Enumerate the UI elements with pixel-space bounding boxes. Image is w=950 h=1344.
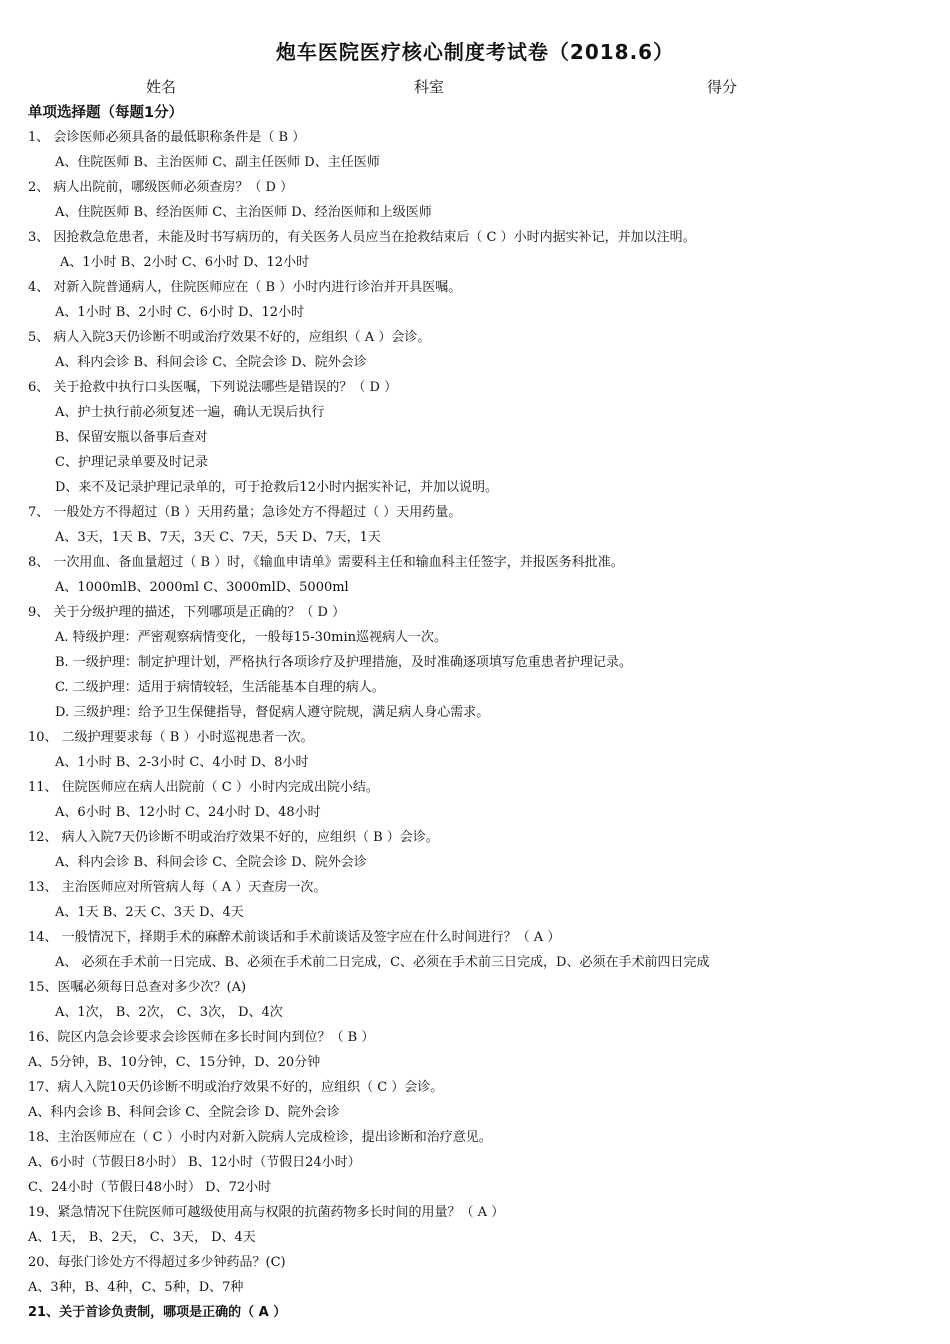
question-text: 21、关于首诊负责制，哪项是正确的（ A ）: [28, 1305, 287, 1320]
answer-options: A、1次， B、2次， C、3次， D、4次: [55, 1005, 283, 1020]
question-text: 5、 病人入院3天仍诊断不明或治疗效果不好的，应组织（ A ）会诊。: [28, 330, 431, 345]
question-text: 1、 会诊医师必须具备的最低职称条件是（ B ）: [28, 130, 306, 145]
answer-options: A、1小时 B、2小时 C、6小时 D、12小时: [55, 305, 305, 320]
question-text: 9、 关于分级护理的描述，下列哪项是正确的？（ D ）: [28, 605, 346, 620]
answer-options: A、科内会诊 B、科间会诊 C、全院会诊 D、院外会诊: [28, 1105, 340, 1120]
answer-options: C、护理记录单要及时记录: [55, 455, 208, 470]
answer-options: D. 三级护理：给予卫生保健指导，督促病人遵守院规，满足病人身心需求。: [55, 705, 490, 720]
question-text: 14、 一般情况下，择期手术的麻醉术前谈话和手术前谈话及签字应在什么时间进行？（ A ）: [28, 930, 561, 945]
question-text: 11、 住院医师应在病人出院前（ C ）小时内完成出院小结。: [28, 780, 379, 795]
question-text: 12、 病人入院7天仍诊断不明或治疗效果不好的，应组织（ B ）会诊。: [28, 830, 439, 845]
question-text: 4、 对新入院普通病人，住院医师应在（ B ）小时内进行诊治并开具医嘱。: [28, 280, 462, 295]
answer-options: A. 特级护理：严密观察病情变化，一般每15-30min巡视病人一次。: [55, 630, 447, 645]
question-text: 20、每张门诊处方不得超过多少钟药品？(C): [28, 1255, 286, 1270]
score-label: 得分: [707, 78, 738, 96]
question-list: [0, 125, 950, 1325]
answer-options: A、1天 B、2天 C、3天 D、4天: [55, 905, 244, 920]
answer-options: B. 一级护理：制定护理计划，严格执行各项诊疗及护理措施，及时准确逐项填写危重患者护理记录。: [55, 655, 632, 670]
answer-options: A、3天，1天 B、7天，3天 C、7天，5天 D、7天，1天: [55, 530, 381, 545]
answer-options: A、住院医师 B、经治医师 C、主治医师 D、经治医师和上级医师: [55, 205, 432, 220]
answer-options: A、1小时 B、2小时 C、6小时 D、12小时: [60, 255, 310, 270]
answer-options: A、6小时 B、12小时 C、24小时 D、48小时: [55, 805, 321, 820]
answer-options: D、来不及记录护理记录单的，可于抢救后12小时内据实补记，并加以说明。: [55, 480, 498, 495]
question-text: 16、院区内急会诊要求会诊医师在多长时间内到位？（ B ）: [28, 1030, 375, 1045]
answer-options: B、保留安瓶以备事后查对: [55, 430, 208, 445]
answer-options: A、 必须在手术前一日完成、B、必须在手术前二日完成，C、必须在手术前三日完成，D、必须在手术前四日完成: [55, 955, 710, 970]
question-text: 17、病人入院10天仍诊断不明或治疗效果不好的，应组织（ C ）会诊。: [28, 1080, 444, 1095]
answer-options: A、科内会诊 B、科间会诊 C、全院会诊 D、院外会诊: [55, 855, 367, 870]
question-text: 10、 二级护理要求每（ B ）小时巡视患者一次。: [28, 730, 314, 745]
answer-options: A、1000mlB、2000ml C、3000mlD、5000ml: [55, 580, 349, 595]
question-text: 3、 因抢救急危患者，未能及时书写病历的，有关医务人员应当在抢救结束后（ C ）小时内据实补记，并加以注明。: [28, 230, 696, 245]
exam-title: 炮车医院医疗核心制度考试卷（2018.6）: [275, 40, 675, 64]
question-text: 8、 一次用血、备血量超过（ B ）时，《输血申请单》需要科主任和输血科主任签字，并报医务科批准。: [28, 555, 624, 570]
answer-options: A、1天， B、2天， C、3天， D、4天: [28, 1230, 256, 1245]
question-text: 6、 关于抢救中执行口头医嘱，下列说法哪些是错误的？（ D ）: [28, 380, 398, 395]
name-label: 姓名: [146, 78, 177, 96]
answer-options: A、护士执行前必须复述一遍，确认无误后执行: [55, 405, 325, 420]
answer-options: A、1小时 B、2-3小时 C、4小时 D、8小时: [55, 755, 309, 770]
answer-options: A、6小时（节假日8小时） B、12小时（节假日24小时）: [28, 1155, 361, 1170]
question-text: 18、主治医师应在（ C ）小时内对新入院病人完成检诊，提出诊断和治疗意见。: [28, 1130, 492, 1145]
answer-options: A、3种，B、4种，C、5种，D、7种: [28, 1280, 244, 1295]
answer-options: A、科内会诊 B、科间会诊 C、全院会诊 D、院外会诊: [55, 355, 367, 370]
question-text: 7、 一般处方不得超过（B ）天用药量；急诊处方不得超过（ ）天用药量。: [28, 505, 462, 520]
question-text: 13、 主治医师应对所管病人每（ A ）天查房一次。: [28, 880, 327, 895]
question-text: 2、 病人出院前，哪级医师必须查房？（ D ）: [28, 180, 294, 195]
answer-options: A、5分钟，B、10分钟，C、15分钟，D、20分钟: [28, 1055, 321, 1070]
section-heading: 单项选择题（每题1分）: [28, 105, 184, 121]
answer-options: C. 二级护理：适用于病情较轻，生活能基本自理的病人。: [55, 680, 385, 695]
department-label: 科室: [414, 78, 445, 96]
question-text: 19、紧急情况下住院医师可越级使用高与权限的抗菌药物多长时间的用量？（ A ）: [28, 1205, 505, 1220]
answer-options: C、24小时（节假日48小时） D、72小时: [28, 1180, 272, 1195]
question-text: 15、医嘱必须每日总查对多少次？(A): [28, 980, 247, 995]
answer-options: A、住院医师 B、主治医师 C、副主任医师 D、主任医师: [55, 155, 380, 170]
